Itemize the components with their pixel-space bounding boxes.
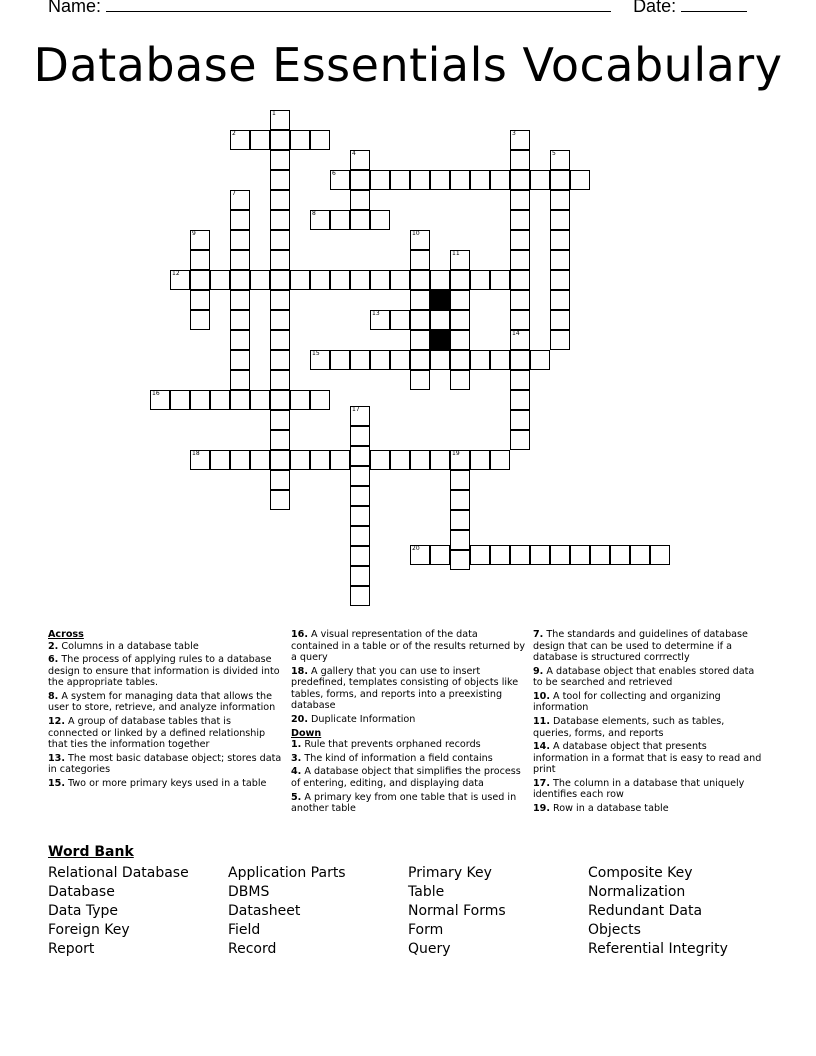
crossword-cell[interactable] — [450, 490, 470, 510]
crossword-cell[interactable] — [410, 350, 430, 370]
clue-text: Rule that prevents orphaned records — [301, 739, 481, 751]
clue-text: Two or more primary keys used in a table — [65, 777, 267, 789]
clue-number: 11 — [452, 250, 460, 257]
clue-text: The most basic database object; stores data in categories — [48, 752, 282, 776]
crossword-cell[interactable] — [510, 330, 530, 350]
crossword-cell[interactable] — [350, 190, 370, 210]
clue-num: 3. — [291, 752, 302, 764]
word-bank-column — [588, 864, 728, 959]
crossword-cell[interactable] — [410, 270, 430, 290]
clue-text: Row in a database table — [550, 803, 669, 815]
clue — [291, 753, 525, 765]
word-bank-word: Query — [408, 941, 451, 957]
clue-section-heading: Down — [291, 727, 322, 739]
crossword-cell[interactable] — [350, 170, 370, 190]
clue — [291, 714, 525, 726]
clue-num: 8. — [48, 690, 59, 702]
crossword-cell[interactable] — [230, 450, 250, 470]
crossword-cell[interactable] — [270, 350, 290, 370]
crossword-cell[interactable] — [530, 350, 550, 370]
clue-text: A gallery that you can use to insert predefined, templates consisting of objects like tables, forms, and reports into a preexisting database — [291, 665, 519, 712]
clue — [533, 629, 765, 664]
crossword-cell[interactable] — [450, 510, 470, 530]
crossword-cell[interactable] — [550, 310, 570, 330]
clue — [533, 666, 765, 689]
crossword-cell[interactable] — [410, 450, 430, 470]
clue-text: Columns in a database table — [58, 640, 199, 652]
clue-number: 7 — [232, 190, 236, 197]
crossword-cell[interactable] — [390, 310, 410, 330]
crossword-cell[interactable] — [510, 150, 530, 170]
word-bank-word: Record — [228, 941, 277, 957]
crossword-cell[interactable] — [430, 170, 450, 190]
crossword-cell[interactable] — [310, 130, 330, 150]
clue-num: 17. — [533, 777, 550, 789]
crossword-cell[interactable] — [230, 190, 250, 210]
crossword-cell[interactable] — [270, 410, 290, 430]
crossword-cell[interactable] — [410, 310, 430, 330]
crossword-cell[interactable] — [190, 390, 210, 410]
crossword-cell[interactable] — [330, 170, 350, 190]
crossword-cell[interactable] — [450, 350, 470, 370]
crossword-cell[interactable] — [230, 370, 250, 390]
crossword-cell[interactable] — [230, 250, 250, 270]
word-bank-word: Normalization — [588, 884, 686, 900]
clue — [533, 691, 765, 714]
crossword-cell[interactable] — [330, 210, 350, 230]
crossword-cell[interactable] — [230, 230, 250, 250]
clue-text: A database object that enables stored data to be searched and retrieved — [533, 665, 755, 689]
clue — [48, 716, 284, 751]
crossword-cell[interactable] — [450, 550, 470, 570]
crossword-cell[interactable] — [270, 210, 290, 230]
crossword-cell[interactable] — [550, 210, 570, 230]
crossword-cell[interactable] — [350, 210, 370, 230]
clue-num: 13. — [48, 752, 65, 764]
crossword-cell[interactable] — [570, 170, 590, 190]
crossword-cell[interactable] — [370, 170, 390, 190]
clue — [48, 654, 284, 689]
clue — [48, 753, 284, 776]
crossword-cell[interactable] — [230, 350, 250, 370]
clue-section-heading: Across — [48, 629, 84, 640]
crossword-cell[interactable] — [190, 250, 210, 270]
clue-text: A group of database tables that is connected or linked by a defined relationship that ties the information together — [48, 716, 266, 751]
crossword-cell[interactable] — [410, 250, 430, 270]
clue — [291, 739, 525, 751]
clue — [291, 666, 525, 712]
crossword-cell[interactable] — [350, 426, 370, 446]
crossword-cell[interactable] — [470, 270, 490, 290]
crossword-cell[interactable] — [170, 270, 190, 290]
crossword-cell[interactable] — [530, 170, 550, 190]
crossword-cell[interactable] — [510, 310, 530, 330]
crossword-cell[interactable] — [450, 290, 470, 310]
crossword-cell[interactable] — [270, 310, 290, 330]
word-bank-word: Primary Key — [408, 865, 492, 881]
crossword-cell[interactable] — [350, 466, 370, 486]
crossword-cell[interactable] — [550, 270, 570, 290]
crossword-cell[interactable] — [570, 545, 590, 565]
crossword-cell[interactable] — [410, 330, 430, 350]
crossword-cell[interactable] — [510, 290, 530, 310]
crossword-cell[interactable] — [330, 350, 350, 370]
clues-column-3 — [533, 629, 765, 817]
clue — [533, 803, 765, 815]
crossword-cell[interactable] — [370, 350, 390, 370]
crossword-cell[interactable] — [470, 170, 490, 190]
crossword-cell[interactable] — [230, 330, 250, 350]
crossword-cell[interactable] — [270, 190, 290, 210]
word-bank-word: Redundant Data — [588, 903, 703, 919]
clue — [48, 641, 284, 653]
clue-text: A database object that simplifies the process of entering, editing, and displaying data — [291, 766, 521, 789]
crossword-cell[interactable] — [410, 230, 430, 250]
clue-num: 18. — [291, 665, 308, 677]
clue-text: The kind of information a field contains — [301, 752, 493, 764]
crossword-cell[interactable] — [390, 450, 410, 470]
crossword-cell[interactable] — [450, 470, 470, 490]
clue — [533, 778, 765, 801]
crossword-cell[interactable] — [270, 150, 290, 170]
clue-number: 17 — [352, 406, 360, 413]
crossword-cell[interactable] — [370, 310, 390, 330]
crossword-cell[interactable] — [350, 506, 370, 526]
crossword-cell[interactable] — [590, 545, 610, 565]
clue-num: 15. — [48, 777, 65, 789]
crossword-cell[interactable] — [490, 270, 510, 290]
word-bank-word: Application Parts — [228, 865, 346, 881]
clue-text: A database object that presents information in a format that is easy to read and print — [533, 741, 762, 776]
crossword-cell[interactable] — [330, 270, 350, 290]
crossword-cell[interactable] — [310, 390, 330, 410]
word-bank-word: Objects — [588, 922, 641, 938]
crossword-cell[interactable] — [410, 290, 430, 310]
crossword-cell[interactable] — [550, 190, 570, 210]
crossword-cell[interactable] — [510, 270, 530, 290]
crossword-cell[interactable] — [550, 230, 570, 250]
crossword-cell[interactable] — [390, 350, 410, 370]
clue-num: 20. — [291, 713, 308, 725]
crossword-cell[interactable] — [390, 270, 410, 290]
crossword-cell[interactable] — [370, 210, 390, 230]
word-bank-word: Data Type — [48, 903, 119, 919]
clue-num: 4. — [291, 766, 302, 778]
crossword-cell[interactable] — [450, 370, 470, 390]
crossword-cell[interactable] — [470, 450, 490, 470]
word-bank-word: Composite Key — [588, 865, 693, 881]
crossword-cell[interactable] — [630, 545, 650, 565]
clue-text: The standards and guidelines of database design that can be used to determine if a database is structured corrrectly — [533, 629, 748, 663]
crossword-cell[interactable] — [510, 230, 530, 250]
crossword-cell[interactable] — [270, 470, 290, 490]
clue-text: A system for managing data that allows the user to store, retrieve, and analyze information — [48, 690, 276, 714]
crossword-cell[interactable] — [430, 270, 450, 290]
clue-num: 16. — [291, 629, 308, 640]
crossword-cell[interactable] — [510, 430, 530, 450]
crossword-cell[interactable] — [530, 545, 550, 565]
clue — [291, 792, 525, 815]
crossword-cell[interactable] — [610, 545, 630, 565]
clue-number: 19 — [452, 450, 460, 457]
clue — [48, 691, 284, 714]
crossword-cell[interactable] — [350, 526, 370, 546]
crossword-cell[interactable] — [450, 450, 470, 470]
clue-number: 3 — [512, 130, 516, 137]
date-label: Date: — [633, 0, 677, 16]
crossword-cell[interactable] — [230, 210, 250, 230]
clue-number: 13 — [372, 310, 380, 317]
crossword-cell[interactable] — [550, 290, 570, 310]
crossword-cell[interactable] — [450, 310, 470, 330]
crossword-cell[interactable] — [350, 446, 370, 466]
crossword-cell[interactable] — [190, 310, 210, 330]
word-bank-word: Datasheet — [228, 903, 301, 919]
crossword-cell[interactable] — [270, 130, 290, 150]
crossword-black-cell — [430, 330, 450, 350]
clue-number: 16 — [152, 390, 160, 397]
crossword-cell[interactable] — [270, 230, 290, 250]
crossword-cell[interactable] — [350, 150, 370, 170]
crossword-cell[interactable] — [510, 190, 530, 210]
clue-number: 12 — [172, 270, 180, 277]
word-bank-column — [228, 864, 346, 959]
crossword-cell[interactable] — [230, 290, 250, 310]
crossword-cell[interactable] — [290, 270, 310, 290]
crossword-cell[interactable] — [550, 250, 570, 270]
clue-num: 14. — [533, 741, 550, 753]
crossword-cell[interactable] — [230, 310, 250, 330]
crossword-cell[interactable] — [470, 350, 490, 370]
clue — [533, 716, 765, 739]
clue-num: 12. — [48, 716, 65, 728]
crossword-cell[interactable] — [490, 545, 510, 565]
crossword-cell[interactable] — [230, 390, 250, 410]
crossword-cell[interactable] — [190, 230, 210, 250]
word-bank-column — [48, 864, 189, 959]
clue-number: 4 — [352, 150, 356, 157]
crossword-cell[interactable] — [350, 566, 370, 586]
word-bank-word: Normal Forms — [408, 903, 506, 919]
crossword-cell[interactable] — [550, 170, 570, 190]
crossword-cell[interactable] — [190, 270, 210, 290]
crossword-cell[interactable] — [350, 486, 370, 506]
crossword-cell[interactable] — [410, 170, 430, 190]
clue-text: The column in a database that uniquely identifies each row — [533, 777, 745, 801]
crossword-cell[interactable] — [510, 390, 530, 410]
clue-text: A primary key from one table that is used in another table — [291, 791, 517, 815]
word-bank-word: Field — [228, 922, 261, 938]
clue-text: Database elements, such as tables, queries, forms, and reports — [533, 716, 725, 739]
word-bank-column — [408, 864, 506, 959]
clue-num: 9. — [533, 665, 544, 677]
crossword-cell[interactable] — [650, 545, 670, 565]
crossword-cell[interactable] — [310, 270, 330, 290]
name-label: Name: — [48, 0, 102, 16]
crossword-cell[interactable] — [350, 586, 370, 606]
crossword-cell[interactable] — [490, 170, 510, 190]
word-bank-word: Form — [408, 922, 444, 938]
clue-number: 15 — [312, 350, 320, 357]
crossword-cell[interactable] — [450, 250, 470, 270]
word-bank-word: Table — [408, 884, 445, 900]
word-bank-title: Word Bank — [48, 844, 134, 860]
crossword-cell[interactable] — [230, 130, 250, 150]
crossword-cell[interactable] — [390, 170, 410, 190]
crossword-cell[interactable] — [430, 310, 450, 330]
crossword-cell[interactable] — [410, 370, 430, 390]
crossword-cell[interactable] — [550, 545, 570, 565]
crossword-cell[interactable] — [510, 350, 530, 370]
crossword-cell[interactable] — [270, 330, 290, 350]
crossword-cell[interactable] — [250, 130, 270, 150]
crossword-cell[interactable] — [270, 110, 290, 130]
clue — [291, 629, 525, 664]
crossword-cell[interactable] — [270, 450, 290, 470]
crossword-cell[interactable] — [430, 350, 450, 370]
crossword-cell[interactable] — [370, 270, 390, 290]
crossword-cell[interactable] — [370, 450, 390, 470]
crossword-cell[interactable] — [550, 150, 570, 170]
crossword-cell[interactable] — [270, 430, 290, 450]
crossword-cell[interactable] — [510, 130, 530, 150]
clue-num: 11. — [533, 716, 550, 728]
clue — [533, 741, 765, 776]
crossword-cell[interactable] — [350, 406, 370, 426]
page-title: Database Essentials Vocabulary — [33, 38, 783, 92]
word-bank-word: Report — [48, 941, 95, 957]
crossword-cell[interactable] — [250, 390, 270, 410]
crossword-cell[interactable] — [510, 410, 530, 430]
crossword-cell[interactable] — [490, 450, 510, 470]
crossword-cell[interactable] — [210, 450, 230, 470]
crossword-cell[interactable] — [470, 545, 490, 565]
crossword-cell[interactable] — [430, 450, 450, 470]
crossword-cell[interactable] — [270, 390, 290, 410]
crossword-cell[interactable] — [510, 370, 530, 390]
clue — [48, 778, 284, 790]
clue-number: 9 — [192, 230, 196, 237]
crossword-cell[interactable] — [510, 545, 530, 565]
crossword-cell[interactable] — [170, 390, 190, 410]
crossword-cell[interactable] — [250, 270, 270, 290]
clue-text: Duplicate Information — [308, 713, 416, 725]
clue-number: 10 — [412, 230, 420, 237]
crossword-black-cell — [430, 290, 450, 310]
crossword-cell[interactable] — [350, 350, 370, 370]
crossword-cell[interactable] — [270, 170, 290, 190]
clue-num: 5. — [291, 791, 302, 803]
crossword-cell[interactable] — [270, 290, 290, 310]
word-bank-word: Referential Integrity — [588, 941, 728, 957]
clues-column-1 — [48, 629, 284, 792]
crossword-cell[interactable] — [310, 450, 330, 470]
clue-number: 8 — [312, 210, 316, 217]
crossword-cell[interactable] — [310, 350, 330, 370]
crossword-cell[interactable] — [210, 390, 230, 410]
clue-num: 2. — [48, 640, 59, 652]
crossword-cell[interactable] — [550, 330, 570, 350]
crossword-cell[interactable] — [350, 546, 370, 566]
clue-number: 18 — [192, 450, 200, 457]
crossword-cell[interactable] — [190, 450, 210, 470]
clue-num: 6. — [48, 654, 59, 666]
crossword-cell[interactable] — [270, 490, 290, 510]
crossword-cell[interactable] — [290, 130, 310, 150]
clue-text: The process of applying rules to a database design to ensure that information is divided into the appropriate tables. — [48, 654, 280, 689]
crossword-cell[interactable] — [230, 270, 250, 290]
clue-num: 7. — [533, 629, 544, 640]
crossword-cell[interactable] — [510, 210, 530, 230]
clue-num: 19. — [533, 803, 550, 815]
crossword-cell[interactable] — [510, 250, 530, 270]
crossword-cell[interactable] — [510, 170, 530, 190]
clue-number: 1 — [272, 110, 276, 117]
clue — [291, 766, 525, 789]
crossword-cell[interactable] — [490, 350, 510, 370]
crossword-cell[interactable] — [330, 450, 350, 470]
crossword-cell[interactable] — [450, 170, 470, 190]
clue-text: A visual representation of the data contained in a table or of the results returned by a query — [291, 629, 526, 663]
word-bank-word: Database — [48, 884, 115, 900]
crossword-cell[interactable] — [450, 270, 470, 290]
clue-number: 5 — [552, 150, 556, 157]
crossword-cell[interactable] — [450, 330, 470, 350]
crossword-cell[interactable] — [270, 270, 290, 290]
crossword-cell[interactable] — [190, 290, 210, 310]
crossword-cell[interactable] — [350, 270, 370, 290]
clue-num: 1. — [291, 739, 302, 751]
crossword-cell[interactable] — [270, 370, 290, 390]
clue-number: 20 — [412, 545, 420, 552]
word-bank-word: DBMS — [228, 884, 270, 900]
crossword-cell[interactable] — [270, 250, 290, 270]
crossword-cell[interactable] — [250, 450, 270, 470]
crossword-cell[interactable] — [210, 270, 230, 290]
crossword-cell[interactable] — [410, 545, 430, 565]
clue-number: 6 — [332, 170, 336, 177]
crossword-cell[interactable] — [310, 210, 330, 230]
clue-number: 14 — [512, 330, 520, 337]
crossword-cell[interactable] — [290, 450, 310, 470]
crossword-cell[interactable] — [450, 530, 470, 550]
clue-num: 10. — [533, 690, 550, 702]
crossword-cell[interactable] — [150, 390, 170, 410]
clue-number: 2 — [232, 130, 236, 137]
clues-column-2 — [291, 629, 525, 817]
crossword-cell[interactable] — [290, 390, 310, 410]
word-bank-word: Foreign Key — [48, 922, 130, 938]
crossword-cell[interactable] — [430, 545, 450, 565]
clue-text: A tool for collecting and organizing information — [533, 690, 721, 714]
word-bank-word: Relational Database — [48, 865, 189, 881]
